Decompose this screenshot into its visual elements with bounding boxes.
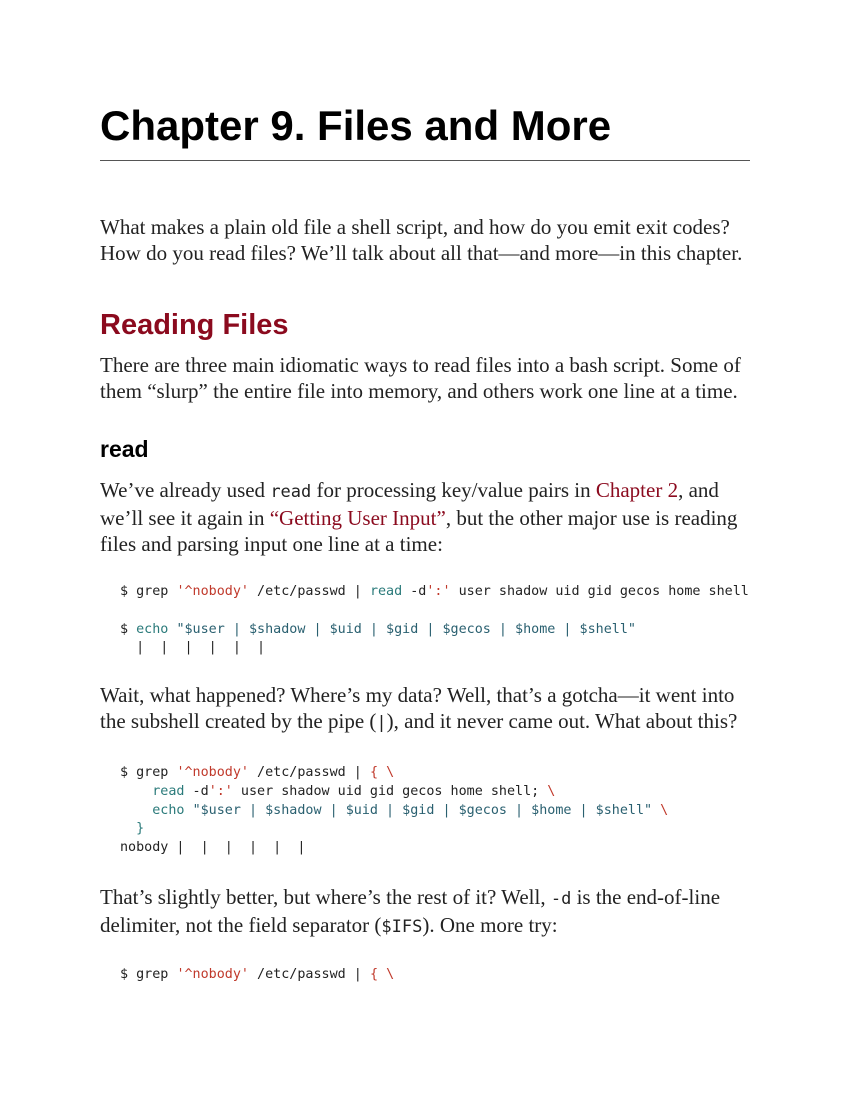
text: ). One more try: <box>422 913 558 937</box>
text: , but the other major use is reading files and parsing input one line at a time: <box>100 506 738 556</box>
code: -d <box>402 584 427 599</box>
code-brace: { <box>369 765 387 780</box>
text: ), and it never came out. What about this? <box>386 709 738 733</box>
code: $ grep <box>120 584 177 599</box>
text: is the end-of-line delimiter, not the field separator ( <box>100 885 721 937</box>
paragraph-delimiter <box>100 884 750 940</box>
chapter-title: Chapter 9. Files and More <box>100 102 612 149</box>
code-keyword: echo <box>136 621 169 637</box>
text: , and we’ll see it again in <box>100 478 719 530</box>
section-title: Reading Files <box>100 309 289 341</box>
code-keyword: read <box>152 783 185 799</box>
link-getting-user-input[interactable]: “Getting User Input” <box>269 506 446 530</box>
code-keyword: echo <box>152 802 185 818</box>
code-string: ':' <box>426 584 451 599</box>
inline-code: -d <box>550 889 572 909</box>
text: Wait, what happened? Where’s my data? Well, that’s a gotcha—it went into the subshell created by the pipe ( <box>100 683 735 733</box>
chapter-intro: What makes a plain old file a shell script, and how do you emit exit codes? How do you read files? We’ll talk about all that—and more—in this chapter. <box>100 215 743 265</box>
code: user shadow uid gid gecos home shell; <box>232 783 548 799</box>
code-output: | | | | | | <box>120 640 266 656</box>
section-intro: There are three main idiomatic ways to read files into a bash script. Some of them “slurp” the entire file into memory, and others work one line at a time. <box>100 353 741 403</box>
code: $ grep <box>120 765 177 780</box>
code-backslash: \ <box>660 802 669 818</box>
code-backslash: \ <box>547 783 556 799</box>
code-keyword: read <box>369 584 403 599</box>
code: user shadow uid gid gecos home shell <box>450 584 749 599</box>
code: $ grep <box>120 967 177 982</box>
inline-code: | <box>376 713 387 733</box>
paragraph-gotcha <box>100 682 750 736</box>
code-string: '^nobody' <box>176 584 249 599</box>
code-backslash: \ <box>386 765 395 780</box>
inline-code: read <box>270 482 312 502</box>
code-string: "$user | $shadow | $uid | $gid | $gecos | $home | $shell" <box>176 621 636 637</box>
link-chapter-2[interactable]: Chapter 2 <box>595 478 679 502</box>
code: /etc/passwd | <box>249 967 370 982</box>
code-output: nobody | | | | | | <box>120 840 306 856</box>
code: /etc/passwd | <box>249 765 370 780</box>
code: $ <box>120 621 137 637</box>
inline-code: $IFS <box>381 917 423 937</box>
paragraph-read-intro <box>100 477 750 557</box>
code-block-2 <box>120 764 668 858</box>
code-string: ':' <box>208 783 233 799</box>
title-divider <box>100 160 750 161</box>
text: We’ve already used <box>100 478 271 502</box>
code: /etc/passwd | <box>249 584 370 599</box>
text: That’s slightly better, but where’s the rest of it? Well, <box>100 885 551 909</box>
subsection-title: read <box>100 436 149 462</box>
code-block-1 <box>120 583 749 658</box>
code-string: "$user | $shadow | $uid | $gid | $gecos | $home | $shell" <box>192 802 653 818</box>
text: for processing key/value pairs in <box>311 478 596 502</box>
code-backslash: \ <box>386 967 395 982</box>
code-block-3 <box>120 966 394 985</box>
code-brace: } <box>136 821 145 837</box>
code-brace: { <box>369 967 387 982</box>
code-string: '^nobody' <box>176 967 249 982</box>
code-string: '^nobody' <box>176 765 249 780</box>
code: -d <box>184 783 209 799</box>
